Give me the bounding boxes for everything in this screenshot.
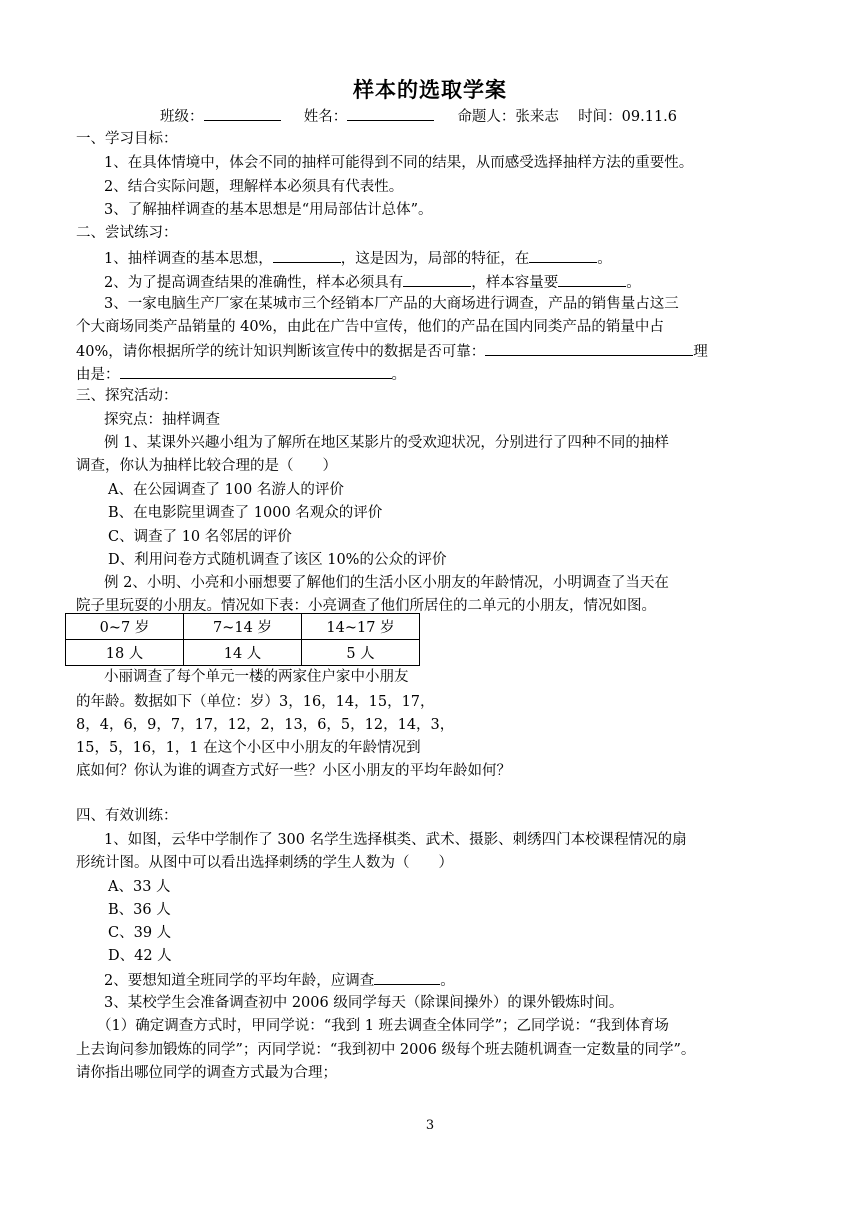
- answer-blank: [374, 969, 440, 985]
- section-3-heading: 三、探究活动：: [76, 388, 178, 404]
- example-2-xiaoli-line-4: 15，5，16，1，1 在这个小区中小朋友的年龄情况到: [76, 740, 421, 756]
- training-q1-option-d: D、42 人: [108, 948, 172, 964]
- table-header-cell: 7~14 岁: [184, 614, 302, 640]
- objective-3: 3、了解抽样调查的基本思想是“用局部估计总体”。: [104, 202, 433, 218]
- practice-q3-tail: 理: [693, 344, 708, 360]
- practice-q3-text: 40%，请你根据所学的统计知识判断该宣传中的数据是否可靠：: [76, 344, 486, 360]
- answer-blank: [120, 363, 392, 379]
- table-cell: 18 人: [66, 640, 184, 666]
- practice-q1-end: 。: [597, 251, 612, 267]
- training-q2: [104, 969, 455, 991]
- name-blank: [347, 105, 434, 121]
- training-q3-sub-line-3: 请你指出哪位同学的调查方式最为合理；: [76, 1065, 337, 1081]
- table-row: [66, 640, 420, 666]
- objective-2: 2、结合实际问题，理解样本必须具有代表性。: [104, 179, 404, 195]
- answer-blank: [529, 247, 597, 263]
- answer-blank: [273, 247, 341, 263]
- training-q3-sub-line-2: 上去询问参加锻炼的同学”；丙同学说：“我到初中 2006 级每个班去随机调查一定数量的同学”。: [76, 1042, 696, 1058]
- answer-blank: [403, 271, 471, 287]
- training-q3: 3、某校学生会准备调查初中 2006 级同学每天（除课间操外）的课外锻炼时间。: [104, 995, 624, 1011]
- section-1-heading: 一、学习目标：: [76, 131, 178, 147]
- example-1-option-c: C、调查了 10 名邻居的评价: [108, 529, 292, 545]
- practice-q1: [104, 247, 612, 269]
- objective-1: 1、在具体情境中，体会不同的抽样可能得到不同的结果，从而感受选择抽样方法的重要性。: [104, 155, 694, 171]
- example-2-line-1: 例 2、小明、小亮和小丽想要了解他们的生活小区小朋友的年龄情况，小明调查了当天在: [104, 575, 669, 591]
- table-cell: 14 人: [184, 640, 302, 666]
- training-q1-line-2: 形统计图。从图中可以看出选择刺绣的学生人数为（ ）: [76, 855, 453, 871]
- training-q1-option-c: C、39 人: [108, 925, 172, 941]
- practice-q3-line-4: [76, 363, 406, 385]
- page-number: 3: [425, 1118, 435, 1133]
- answer-blank: [558, 271, 626, 287]
- example-1-option-a: A、在公园调查了 100 名游人的评价: [108, 482, 344, 498]
- training-q2-end: 。: [440, 973, 455, 989]
- example-1-line-1: 例 1、某课外兴趣小组为了解所在地区某影片的受欢迎状况，分别进行了四种不同的抽样: [104, 435, 669, 451]
- class-label: 班级：: [160, 109, 204, 125]
- section-4-heading: 四、有效训练：: [76, 808, 178, 824]
- practice-q2-text: 2、为了提高调查结果的准确性，样本必须具有: [104, 275, 404, 291]
- page-title: 样本的选取学案: [353, 78, 507, 102]
- class-blank: [204, 105, 281, 121]
- header-info: [160, 105, 677, 127]
- training-q2-text: 2、要想知道全班同学的平均年龄，应调查: [104, 973, 375, 989]
- example-2-xiaoli-line-3: 8，4，6，9，7，17，12，2，13，6，5，12，14，3，: [76, 717, 455, 733]
- training-q1-option-a: A、33 人: [108, 879, 171, 895]
- example-1-option-d: D、利用问卷方式随机调查了该区 10%的公众的评价: [108, 552, 447, 568]
- author-label: 命题人：张来志: [457, 109, 559, 125]
- age-table: [65, 613, 420, 666]
- example-2-xiaoli-line-1: 小丽调查了每个单元一楼的两家住户家中小朋友: [104, 669, 409, 685]
- name-label: 姓名：: [303, 109, 348, 125]
- example-2-line-2: 院子里玩耍的小朋友。情况如下表：小亮调查了他们所居住的二单元的小朋友，情况如图。: [76, 598, 656, 614]
- practice-q2-text-2: ，样本容量要: [471, 275, 559, 291]
- example-2-xiaoli-line-2: 的年龄。数据如下（单位：岁）3，16，14，15，17，: [76, 694, 435, 710]
- table-header-row: [66, 614, 420, 640]
- section-2-heading: 二、尝试练习：: [76, 225, 178, 241]
- example-2-question: 底如何？你认为谁的调查方式好一些？小区小朋友的平均年龄如何？: [76, 763, 511, 779]
- training-q1-line-1: 1、如图，云华中学制作了 300 名学生选择棋类、武术、摄影、刺绣四门本校课程情况的扇: [104, 832, 687, 848]
- practice-q2: [104, 271, 641, 293]
- reason-label: 由是：: [76, 367, 120, 383]
- training-q3-sub-line-1: （1）确定调查方式时，甲同学说：“我到 1 班去调查全体同学”；乙同学说：“我到体育场: [97, 1018, 669, 1034]
- training-q1-option-b: B、36 人: [108, 902, 171, 918]
- table-cell: 5 人: [302, 640, 420, 666]
- practice-q1-text-2: ，这是因为，局部的特征，在: [340, 251, 530, 267]
- reason-end: 。: [391, 367, 406, 383]
- example-1-line-2: 调查，你认为抽样比较合理的是（ ）: [76, 458, 337, 474]
- practice-q1-text: 1、抽样调查的基本思想，: [104, 251, 273, 267]
- practice-q3-line-2: 个大商场同类产品销量的 40%，由此在广告中宣传，他们的产品在国内同类产品的销量中占: [76, 319, 664, 335]
- example-1-option-b: B、在电影院里调查了 1000 名观众的评价: [108, 505, 383, 521]
- table-header-cell: 0~7 岁: [66, 614, 184, 640]
- time-label: 时间：09.11.6: [578, 109, 678, 125]
- practice-q3-line-3: [76, 340, 708, 362]
- explore-point: 探究点：抽样调查: [104, 412, 220, 428]
- answer-blank: [485, 340, 693, 356]
- practice-q3-line-1: 3、一家电脑生产厂家在某城市三个经销本厂产品的大商场进行调查，产品的销售量占这三: [104, 296, 679, 312]
- practice-q2-end: 。: [626, 275, 641, 291]
- table-header-cell: 14~17 岁: [302, 614, 420, 640]
